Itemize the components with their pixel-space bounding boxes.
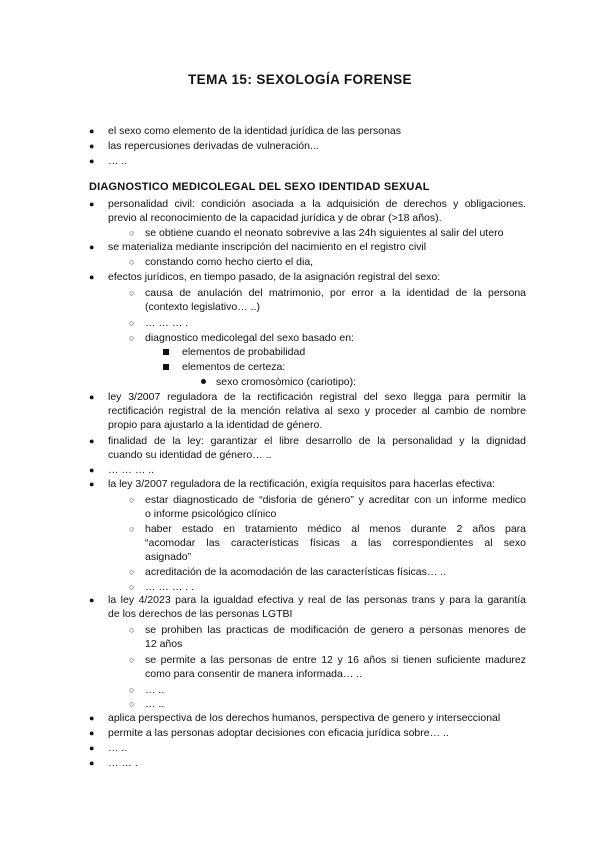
bullet-circle-icon: ○ xyxy=(129,257,135,267)
bullet-dot-icon: ● xyxy=(89,126,95,136)
list-item-text: o informe psicológico clínico xyxy=(145,508,277,520)
list-item-text: como para consentir de manera informada… .. xyxy=(145,668,363,680)
list-item-text: … .. xyxy=(108,742,128,754)
bullet-circle-icon: ○ xyxy=(129,228,135,238)
bullet-dot-icon: ● xyxy=(89,728,95,738)
bullet-square-icon xyxy=(163,364,169,370)
bullet-circle-icon: ○ xyxy=(129,318,135,328)
list-item-text: … … . xyxy=(108,757,138,769)
section-heading: DIAGNOSTICO MEDICOLEGAL DEL SEXO IDENTIDAD SEXUAL xyxy=(89,181,430,193)
intro-item: las repercusiones derivadas de vulneración... xyxy=(108,140,319,152)
bullet-circle-icon: ○ xyxy=(129,333,135,343)
bullet-dot-icon: ● xyxy=(89,758,95,768)
bullet-circle-icon: ○ xyxy=(129,495,135,505)
list-item-text: asignado” xyxy=(145,551,192,563)
list-item-text: “acomodar las características físicas a las correspondientes al sexo xyxy=(145,537,526,549)
list-item-text: constando como hecho cierto el dia, xyxy=(145,256,314,268)
list-item-text: aplica perspectiva de los derechos humanos, perspectiva de genero y interseccional xyxy=(108,712,501,724)
list-item-text: previo al reconocimiento de la capacidad jurídica y de obrar (>18 años). xyxy=(108,212,442,224)
list-item-text: (contexto legislativo… ..) xyxy=(145,301,260,313)
list-item-text: … … … . xyxy=(145,317,189,329)
list-item-text: permite a las personas adoptar decisiones con eficacia jurídica sobre… .. xyxy=(108,727,449,739)
bullet-dot-icon: ● xyxy=(89,465,95,475)
bullet-dot-icon: ● xyxy=(89,141,95,151)
list-item-text: propio para ajustarlo a la identidad de género. xyxy=(108,419,323,431)
intro-item: … .. xyxy=(108,155,128,167)
bullet-circle-icon: ○ xyxy=(129,625,135,635)
bullet-dot-icon: ● xyxy=(89,743,95,753)
list-item-text: rectificación registral de la mención relativa al sexo y proceder al cambio de nombre xyxy=(108,405,526,417)
bullet-small-dot-icon xyxy=(201,379,206,384)
list-item-text: ley 3/2007 reguladora de la rectificación registral del sexo llegga para permitir la xyxy=(108,391,526,403)
list-item-text: elementos de probabilidad xyxy=(182,346,306,358)
bullet-dot-icon: ● xyxy=(89,199,95,209)
list-item-text: acreditación de la acomodación de las características físicas… .. xyxy=(145,566,447,578)
list-item-text: diagnostico medicolegal del sexo basado en: xyxy=(145,332,354,344)
bullet-circle-icon: ○ xyxy=(129,655,135,665)
list-item-text: elementos de certeza: xyxy=(182,361,286,373)
list-item-text: … .. xyxy=(145,684,165,696)
bullet-dot-icon: ● xyxy=(89,479,95,489)
list-item-text: se materializa mediante inscripción del nacimiento en el registro civil xyxy=(108,241,427,253)
bullet-dot-icon: ● xyxy=(89,392,95,402)
list-item-text: se prohiben las practicas de modificación de genero a personas menores de xyxy=(145,624,526,636)
list-item-text: … … … .. xyxy=(108,464,155,476)
list-item-text: cuando su identidad de género… .. xyxy=(108,449,272,461)
list-item-text: causa de anulación del matrimonio, por error a la identidad de la persona xyxy=(145,287,526,299)
bullet-dot-icon: ● xyxy=(89,713,95,723)
bullet-circle-icon: ○ xyxy=(129,685,135,695)
list-item-text: de los derechos de las personas LGTBI xyxy=(108,608,293,620)
bullet-dot-icon: ● xyxy=(89,242,95,252)
list-item-text: personalidad civil: condición asociada a la adquisición de derechos y obligaciones. xyxy=(108,198,526,210)
bullet-square-icon xyxy=(163,349,169,355)
bullet-dot-icon: ● xyxy=(89,272,95,282)
bullet-dot-icon: ● xyxy=(89,436,95,446)
intro-item: el sexo como elemento de la identidad jurídica de las personas xyxy=(108,125,402,137)
bullet-circle-icon: ○ xyxy=(129,582,135,592)
list-item-text: sexo cromosòmico (cariotipo): xyxy=(216,376,357,388)
bullet-circle-icon: ○ xyxy=(129,699,135,709)
list-item-text: efectos jurídicos, en tiempo pasado, de la asignación registral del sexo: xyxy=(108,271,441,283)
bullet-dot-icon: ● xyxy=(89,156,95,166)
list-item-text: la ley 4/2023 para la igualdad efectiva y real de las personas trans y para la garantía xyxy=(108,594,526,606)
list-item-text: estar diagnosticado de “disforia de género” y acreditar con un informe medico xyxy=(145,494,526,506)
list-item-text: la ley 3/2007 reguladora de la rectificación, exigía requisitos para hacerlas efectiva: xyxy=(108,478,495,490)
list-item-text: haber estado en tratamiento médico al menos durante 2 años para xyxy=(145,523,526,535)
page-title: TEMA 15: SEXOLOGÍA FORENSE xyxy=(188,72,412,87)
list-item-text: se obtiene cuando el neonato sobrevive a las 24h siguientes al salir del utero xyxy=(145,227,504,239)
list-item-text: … .. xyxy=(145,698,165,710)
list-item-text: … … … . . xyxy=(145,581,195,593)
bullet-circle-icon: ○ xyxy=(129,567,135,577)
bullet-circle-icon: ○ xyxy=(129,524,135,534)
bullet-circle-icon: ○ xyxy=(129,288,135,298)
list-item-text: se permite a las personas de entre 12 y 16 años si tienen suficiente madurez xyxy=(145,654,526,666)
list-item-text: finalidad de la ley: garantizar el libre desarrollo de la personalidad y la dignidad xyxy=(108,435,526,447)
bullet-dot-icon: ● xyxy=(89,595,95,605)
list-item-text: 12 años xyxy=(145,638,183,650)
